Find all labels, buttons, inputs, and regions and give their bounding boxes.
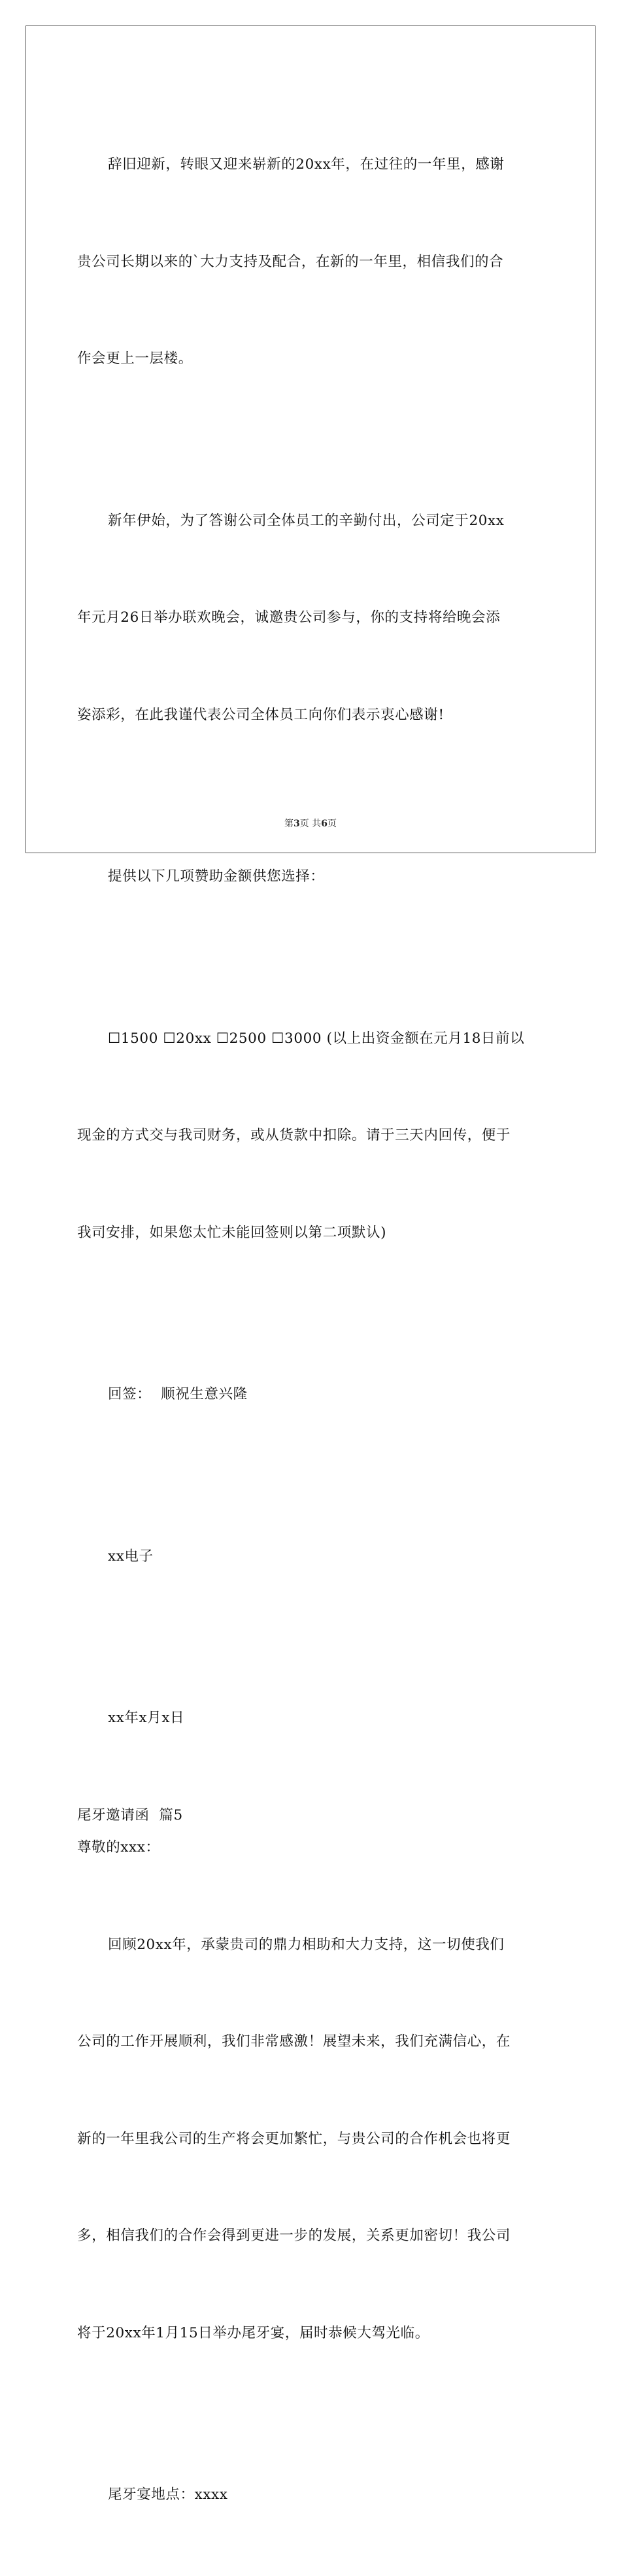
- paragraph-party-invitation: [77, 440, 544, 796]
- page-footer: [0, 817, 621, 830]
- text-line: 现金的方式交与我司财务，或从货款中扣除。请于三天内回传，便于: [77, 1127, 511, 1144]
- text-line: 作会更上一层楼。: [77, 350, 193, 367]
- paragraph-sponsor-amounts: [77, 958, 544, 1314]
- text-line: 多，相信我们的合作会得到更进一步的发展，关系更加密切！我公司: [77, 2228, 511, 2244]
- text-line: 年元月26日举办联欢晚会，诚邀贵公司参与，你的支持将给晚会添: [77, 609, 501, 626]
- footer-prefix: 第: [284, 819, 294, 829]
- text-line: 我司安排，如果您太忙未能回签则以第二项默认): [77, 1224, 387, 1241]
- footer-current-page: 3: [294, 819, 300, 829]
- paragraph-date: [77, 1637, 544, 1799]
- text-line: 姿添彩，在此我谨代表公司全体员工向你们表示衷心感谢!: [77, 706, 445, 723]
- text-line: 将于20xx年1月15日举办尾牙宴，届时恭候大驾光临。: [77, 2324, 429, 2341]
- text-line: 回签： 顺祝生意兴隆: [108, 1386, 248, 1402]
- section-title: 尾牙邀请函 篇5: [77, 1806, 183, 1823]
- footer-middle: 页 共: [299, 819, 322, 829]
- paragraph-venue: [77, 2414, 544, 2576]
- text-line: 辞旧迎新，转眼又迎来崭新的20xx年，在过往的一年里，感谢: [108, 156, 505, 173]
- text-line: 尾牙宴地点：xxxx: [108, 2486, 228, 2503]
- document-body: [77, 84, 544, 2576]
- text-line: 提供以下几项赞助金额供您选择：: [108, 868, 325, 885]
- text-line: 公司的工作开展顺利，我们非常感激！展望未来，我们充满信心，在: [77, 2033, 511, 2050]
- text-line: xx年x月x日: [108, 1710, 185, 1726]
- sponsor-checkbox-line: ☐1500 ☐20xx ☐2500 ☐3000 (以上出资金额在元月18日前以: [108, 1030, 525, 1047]
- text-line: 贵公司长期以来的`大力支持及配合，在新的一年里，相信我们的合: [77, 253, 504, 270]
- paragraph-company-signature: [77, 1476, 544, 1638]
- text-line: 新的一年里我公司的生产将会更加繁忙，与贵公司的合作机会也将更: [77, 2130, 511, 2147]
- salutation: 尊敬的xxx：: [77, 1839, 160, 1856]
- text-line: 回顾20xx年，承蒙贵司的鼎力相助和大力支持，这一切使我们: [108, 1936, 505, 1953]
- text-line: xx电子: [108, 1548, 154, 1565]
- paragraph-new-year-thanks: [77, 84, 544, 440]
- footer-suffix: 页: [327, 819, 337, 829]
- footer-total-pages: 6: [321, 819, 327, 829]
- paragraph-reply-sign: [77, 1313, 544, 1476]
- paragraph-year-review: [77, 1864, 544, 2415]
- text-line: 新年伊始，为了答谢公司全体员工的辛勤付出，公司定于20xx: [108, 512, 505, 529]
